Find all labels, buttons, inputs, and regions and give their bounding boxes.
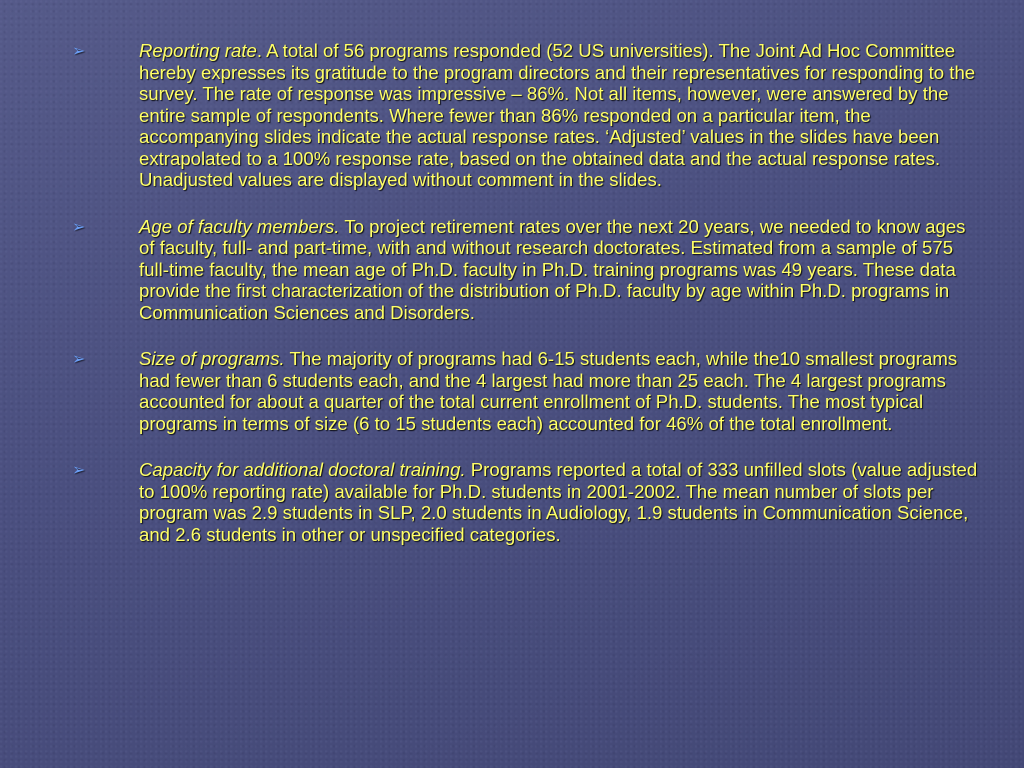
bullet-reporting-rate xyxy=(72,40,982,191)
bullet-body: . A total of 56 programs responded (52 US universities). The Joint Ad Hoc Committee hereby expresses its gratitude to the program directors and their representatives for responding to the survey. The rate of response was impressive – 86%. Not all items, however, were answered by the entire sample of respondents. Where fewer than 86% responded on a particular item, the accompanying slides indicate the actual response rates. ‘Adjusted’ values in the slides have been extrapolated to a 100% response rate, based on the obtained data and the actual response rates. Unadjusted values are displayed without comment in the slides. xyxy=(139,40,976,190)
arrow-bullet-icon: ➢ xyxy=(72,349,86,368)
arrow-bullet-icon: ➢ xyxy=(72,460,86,479)
bullet-list xyxy=(72,40,982,570)
bullet-training-capacity xyxy=(72,459,982,545)
bullet-program-size xyxy=(72,348,982,434)
bullet-lead: Reporting rate xyxy=(139,40,257,61)
arrow-bullet-icon: ➢ xyxy=(72,41,86,60)
bullet-body: Programs reported a total of 333 unfilled slots (value adjusted to 100% reporting rate) available for Ph.D. students in 2001-2002. The mean number of slots per program was 2.9 students in SLP, 2.0 students in Audiology, 1.9 students in Communication Science, and 2.6 students in other or unspecified categories. xyxy=(139,459,978,545)
arrow-bullet-icon: ➢ xyxy=(72,216,86,236)
bullet-faculty-age xyxy=(72,216,982,324)
bullet-lead: Capacity for additional doctoral training. xyxy=(139,459,466,480)
bullet-body: To project retirement rates over the next 20 years, we needed to know ages of faculty, full- and part-time, with and without research doctorates. Estimated from a sample of 575 full-time faculty, the mean age of Ph.D. faculty in Ph.D. training programs was 49 years. These data provide the first characterization of the distribution of Ph.D. faculty by age within Ph.D. programs in Communication Sciences and Disorders. xyxy=(139,215,966,323)
bullet-lead: Size of programs. xyxy=(139,348,285,369)
bullet-body: The majority of programs had 6-15 students each, while the10 smallest programs had fewer than 6 students each, and the 4 largest had more than 25 each. The 4 largest programs accounted for about a quarter of the total current enrollment of Ph.D. students. The most typical programs in terms of size (6 to 15 students each) accounted for 46% of the total enrollment. xyxy=(139,348,958,434)
bullet-lead: Age of faculty members. xyxy=(139,215,340,237)
